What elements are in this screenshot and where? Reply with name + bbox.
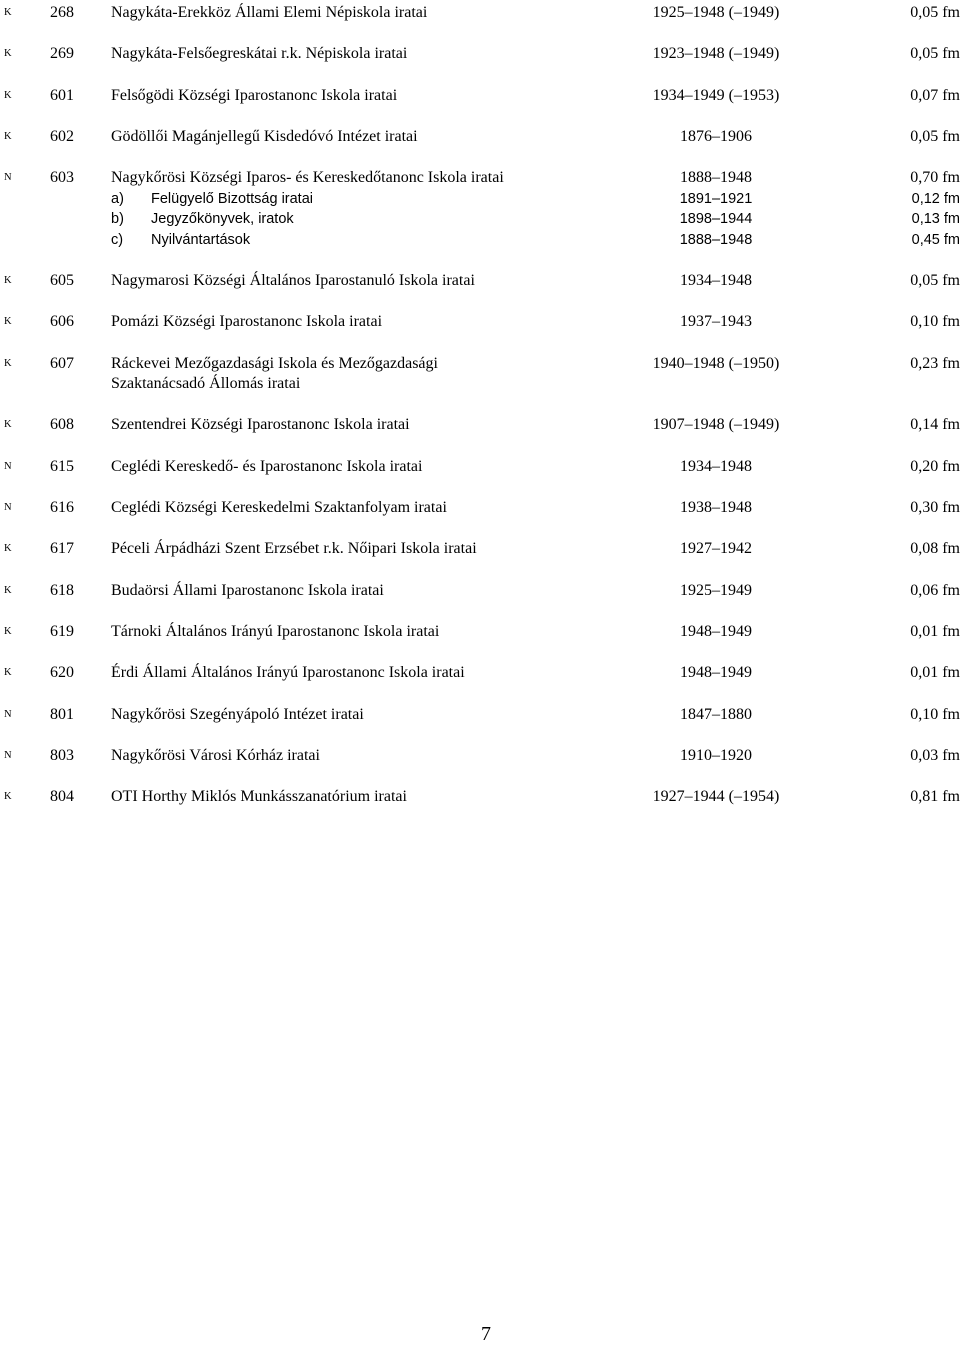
fonds-number: 608 — [50, 416, 74, 434]
fonds-title: Nagykáta-Felsőegreskátai r.k. Népiskola iratai — [111, 45, 408, 63]
fonds-extent: 0,06 fm — [910, 581, 960, 599]
fonds-status-code: K — [4, 48, 12, 60]
fonds-row — [0, 457, 960, 477]
fonds-title: OTI Horthy Miklós Munkásszanatórium iratai — [111, 788, 407, 806]
fonds-status-code: K — [4, 625, 12, 637]
fonds-number: 616 — [50, 499, 74, 516]
fonds-title: Pomázi Községi Iparostanonc Iskola iratai — [111, 313, 383, 331]
subitem-extent: 0,13 fm — [911, 211, 960, 228]
fonds-dates: 1923–1948 (–1949) — [652, 45, 780, 63]
fonds-status-code: N — [4, 460, 12, 472]
fonds-number: 269 — [50, 45, 74, 63]
fonds-extent: 0,23 fm — [910, 354, 960, 372]
fonds-title: Érdi Állami Általános Irányú Iparostanonc Iskola iratai — [111, 664, 465, 682]
fonds-status-code: K — [4, 357, 12, 369]
subitem-dates: 1891–1921 — [679, 190, 753, 207]
fonds-title: Nagykőrösi Szegényápoló Intézet iratai — [111, 705, 364, 723]
fonds-extent: 0,03 fm — [910, 746, 960, 764]
fonds-extent: 0,07 fm — [910, 86, 960, 104]
fonds-title: Nagykőrösi Községi Iparos- és Kereskedőtanonc Iskola iratai — [111, 169, 504, 187]
fonds-extent: 0,08 fm — [910, 540, 960, 558]
fonds-extent: 0,70 fm — [910, 169, 960, 187]
fonds-title-continuation: Szaktanácsadó Állomás iratai — [111, 375, 301, 393]
fonds-extent: 0,30 fm — [910, 499, 960, 516]
fonds-row — [0, 622, 960, 642]
fonds-dates: 1927–1942 — [680, 540, 752, 558]
fonds-dates: 1934–1948 — [680, 272, 752, 289]
fonds-status-code: N — [4, 749, 12, 761]
fonds-title: Nagykáta-Erekköz Állami Elemi Népiskola iratai — [111, 4, 428, 21]
fonds-number: 607 — [50, 354, 74, 372]
subitem-letter: b) — [111, 211, 124, 228]
fonds-row — [0, 3, 960, 23]
fonds-title: Felsőgödi Községi Iparostanonc Iskola iratai — [111, 86, 398, 104]
fonds-extent: 0,05 fm — [910, 127, 960, 145]
fonds-dates: 1925–1949 — [680, 581, 752, 599]
fonds-extent: 0,14 fm — [910, 416, 960, 434]
fonds-extent: 0,01 fm — [910, 664, 960, 682]
fonds-extent: 0,20 fm — [910, 457, 960, 475]
fonds-row — [0, 746, 960, 766]
fonds-dates: 1940–1948 (–1950) — [652, 354, 780, 372]
fonds-status-code: K — [4, 275, 12, 286]
subitem-extent: 0,45 fm — [911, 231, 960, 248]
fonds-subitem — [0, 230, 960, 250]
fonds-dates: 1934–1948 — [680, 457, 752, 475]
fonds-extent: 0,05 fm — [910, 4, 960, 21]
fonds-number: 606 — [50, 313, 74, 331]
subitem-label: Nyilvántartások — [151, 231, 251, 248]
fonds-row — [0, 312, 960, 332]
fonds-dates: 1927–1944 (–1954) — [652, 788, 780, 806]
fonds-status-code: K — [4, 419, 12, 431]
fonds-dates: 1925–1948 (–1949) — [652, 4, 780, 21]
subitem-letter: c) — [111, 231, 124, 248]
subitem-letter: a) — [111, 190, 124, 207]
fonds-status-code: N — [4, 502, 12, 513]
fonds-number: 619 — [50, 622, 74, 640]
fonds-status-code: N — [4, 708, 12, 720]
subitem-label: Felügyelő Bizottság iratai — [151, 190, 313, 207]
fonds-status-code: K — [4, 89, 12, 101]
fonds-extent: 0,01 fm — [910, 622, 960, 640]
fonds-extent: 0,10 fm — [910, 313, 960, 331]
fonds-status-code: K — [4, 791, 12, 803]
fonds-extent: 0,05 fm — [910, 272, 960, 289]
fonds-row — [0, 127, 960, 147]
page-number: 7 — [481, 1323, 491, 1345]
subitem-extent: 0,12 fm — [911, 190, 960, 207]
fonds-status-code: N — [4, 172, 12, 184]
fonds-title: Nagykőrösi Városi Kórház iratai — [111, 746, 320, 764]
fonds-title: Tárnoki Általános Irányú Iparostanonc Iskola iratai — [111, 622, 440, 640]
fonds-title: Ráckevei Mezőgazdasági Iskola és Mezőgazdasági — [111, 354, 438, 372]
fonds-dates: 1876–1906 — [680, 127, 752, 145]
fonds-row — [0, 415, 960, 435]
fonds-row — [0, 539, 960, 559]
fonds-row — [0, 86, 960, 106]
fonds-title: Gödöllői Magánjellegű Kisdedóvó Intézet iratai — [111, 127, 418, 145]
fonds-dates: 1948–1949 — [680, 622, 752, 640]
fonds-status-code: K — [4, 316, 12, 328]
fonds-status-code: K — [4, 130, 12, 142]
fonds-number: 615 — [50, 457, 74, 475]
fonds-dates: 1938–1948 — [680, 499, 752, 516]
fonds-number: 617 — [50, 540, 74, 558]
fonds-number: 620 — [50, 664, 74, 682]
subitem-dates: 1888–1948 — [679, 231, 753, 248]
fonds-dates: 1937–1943 — [680, 313, 752, 331]
fonds-extent: 0,10 fm — [910, 705, 960, 723]
fonds-number: 804 — [50, 788, 74, 806]
fonds-number: 268 — [50, 4, 74, 21]
fonds-subitem — [0, 189, 960, 209]
fonds-dates: 1888–1948 — [680, 169, 752, 187]
fonds-number: 602 — [50, 127, 74, 145]
fonds-number: 603 — [50, 169, 74, 187]
fonds-row — [0, 787, 960, 807]
fonds-number: 803 — [50, 746, 74, 764]
fonds-status-code: K — [4, 543, 12, 555]
fonds-row — [0, 271, 960, 291]
fonds-title: Budaörsi Állami Iparostanonc Iskola iratai — [111, 581, 384, 599]
fonds-row — [0, 705, 960, 725]
fonds-title: Ceglédi Kereskedő- és Iparostanonc Iskola iratai — [111, 457, 423, 475]
fonds-row — [0, 168, 960, 188]
fonds-row — [0, 663, 960, 683]
fonds-status-code: K — [4, 667, 12, 679]
fonds-title: Nagymarosi Községi Általános Iparostanuló Iskola iratai — [111, 272, 475, 289]
fonds-dates: 1907–1948 (–1949) — [652, 416, 780, 434]
fonds-dates: 1948–1949 — [680, 664, 752, 682]
fonds-row — [0, 44, 960, 64]
fonds-number: 605 — [50, 272, 74, 289]
fonds-row — [0, 498, 960, 518]
fonds-title: Ceglédi Községi Kereskedelmi Szaktanfolyam iratai — [111, 499, 447, 516]
fonds-dates: 1847–1880 — [680, 705, 752, 723]
fonds-number: 601 — [50, 86, 74, 104]
fonds-row — [0, 354, 960, 374]
fonds-title-continuation-row — [0, 374, 960, 394]
fonds-extent: 0,81 fm — [910, 788, 960, 806]
fonds-number: 618 — [50, 581, 74, 599]
fonds-number: 801 — [50, 705, 74, 723]
subitem-label: Jegyzőkönyvek, iratok — [151, 211, 294, 228]
fonds-dates: 1910–1920 — [680, 746, 752, 764]
fonds-status-code: K — [4, 7, 12, 18]
fonds-title: Szentendrei Községi Iparostanonc Iskola iratai — [111, 416, 410, 434]
subitem-dates: 1898–1944 — [679, 211, 753, 228]
fonds-extent: 0,05 fm — [910, 45, 960, 63]
fonds-title: Péceli Árpádházi Szent Erzsébet r.k. Nőipari Iskola iratai — [111, 540, 477, 558]
fonds-row — [0, 581, 960, 601]
fonds-subitem — [0, 209, 960, 229]
fonds-dates: 1934–1949 (–1953) — [652, 86, 780, 104]
fonds-status-code: K — [4, 584, 12, 596]
